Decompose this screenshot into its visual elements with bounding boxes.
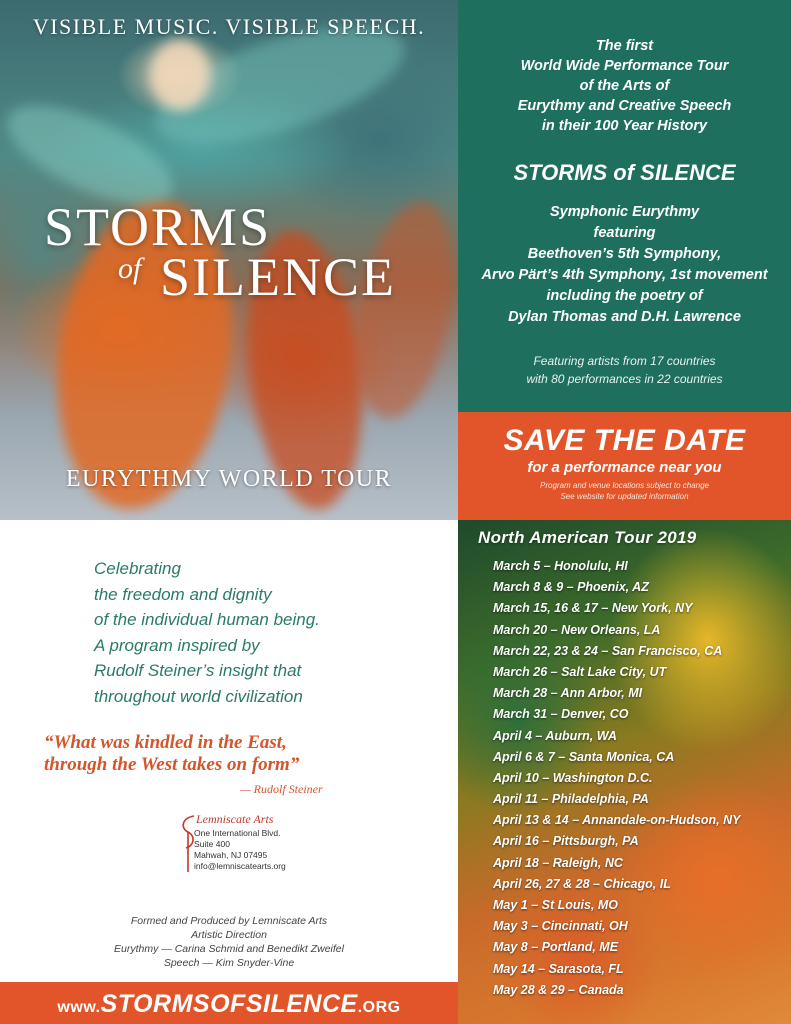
description-line: Eurythmy and Creative Speech xyxy=(517,98,732,114)
program-line: Dylan Thomas and D.H. Lawrence xyxy=(508,309,741,325)
production-credits xyxy=(0,914,458,970)
website-footer xyxy=(0,982,458,1024)
note-line: See website for updated information xyxy=(560,492,689,501)
program-details xyxy=(458,202,791,328)
schedule-item: March 28 – Ann Arbor, MI xyxy=(493,686,643,701)
schedule-item: May 8 – Portland, ME xyxy=(493,940,619,955)
tour-description xyxy=(458,36,791,136)
schedule-item: April 6 & 7 – Santa Monica, CA xyxy=(493,749,675,764)
info-panel xyxy=(458,0,791,412)
schedule-item: March 26 – Salt Lake City, UT xyxy=(493,664,667,679)
schedule-item: April 16 – Pittsburgh, PA xyxy=(493,834,639,849)
program-line: Symphonic Eurythmy xyxy=(549,204,700,220)
website-link[interactable] xyxy=(0,990,458,1019)
schedule-item: March 15, 16 & 17 – New York, NY xyxy=(493,601,693,616)
address-line: Mahwah, NJ 07495 xyxy=(194,850,268,860)
program-line: Arvo Pärt’s 4th Symphony, 1st movement xyxy=(481,267,768,283)
description-line: in their 100 Year History xyxy=(541,118,708,134)
logo-of: of xyxy=(118,252,142,285)
schedule-item: May 3 – Cincinnati, OH xyxy=(493,919,628,934)
program-title: STORMS of SILENCE xyxy=(513,160,736,185)
featuring-line: Featuring artists from 17 countries xyxy=(533,354,716,368)
schedule-item: April 18 – Raleigh, NC xyxy=(493,855,623,870)
email-link[interactable]: info@lemniscatearts.org xyxy=(194,861,286,871)
photo-headline: VISIBLE MUSIC. VISIBLE SPEECH. xyxy=(32,14,426,39)
address-line: Suite 400 xyxy=(194,839,230,849)
logo-silence: SILENCE xyxy=(160,247,396,307)
mission-line: of the individual human being. xyxy=(94,610,320,629)
address-line: One International Blvd. xyxy=(194,828,281,838)
lemniscate-name: Lemniscate Arts xyxy=(196,812,274,826)
schedule-item: March 20 – New Orleans, LA xyxy=(493,622,661,637)
logo-storms: STORMS xyxy=(44,197,272,257)
schedule-item: April 10 – Washington D.C. xyxy=(493,770,653,785)
schedule-item: April 13 & 14 – Annandale-on-Hudson, NY xyxy=(493,813,741,828)
mission-line: throughout world civilization xyxy=(94,686,303,706)
credit-line: Eurythmy — Carina Schmid and Benedikt Zweifel xyxy=(114,943,344,955)
tour-title: EURYTHMY WORLD TOUR xyxy=(65,466,393,492)
schedule-item: March 31 – Denver, CO xyxy=(493,707,629,722)
schedule-heading: North American Tour 2019 xyxy=(478,528,697,547)
quote-line: “What was kindled in the East, xyxy=(44,732,287,753)
photo-face xyxy=(150,40,210,110)
save-the-date-banner xyxy=(458,412,791,520)
program-line: featuring xyxy=(593,225,656,241)
schedule-item: March 22, 23 & 24 – San Francisco, CA xyxy=(493,643,723,658)
credit-line: Formed and Produced by Lemniscate Arts xyxy=(130,915,328,927)
mission-panel xyxy=(0,520,458,982)
mission-line: Celebrating xyxy=(94,559,181,578)
note-line: Program and venue locations subject to change xyxy=(540,481,709,490)
quote-line: through the West takes on form” xyxy=(44,754,300,775)
credit-line: Speech — Kim Snyder-Vine xyxy=(163,957,295,969)
program-line: Beethoven’s 5th Symphony, xyxy=(527,246,722,262)
mission-line: the freedom and dignity xyxy=(94,584,272,604)
quote-author: — Rudolf Steiner xyxy=(240,782,323,796)
mission-line: A program inspired by xyxy=(94,635,260,655)
lemniscate-address xyxy=(194,828,286,872)
steiner-quote xyxy=(44,732,299,776)
featuring-line: with 80 performances in 22 countries xyxy=(526,372,723,386)
description-line: World Wide Performance Tour xyxy=(520,58,729,74)
schedule-list xyxy=(493,556,741,1001)
schedule-item: May 14 – Sarasota, FL xyxy=(493,961,624,976)
save-the-date-title: SAVE THE DATE xyxy=(503,424,746,457)
credit-line: Artistic Direction xyxy=(191,929,267,941)
featuring-artists xyxy=(458,352,791,388)
mission-line: Rudolf Steiner’s insight that xyxy=(94,661,302,680)
hero-photo xyxy=(0,0,458,520)
description-line: of the Arts of xyxy=(579,78,670,94)
schedule-item: April 11 – Philadelphia, PA xyxy=(493,792,649,807)
schedule-item: May 28 & 29 – Canada xyxy=(493,982,624,997)
save-the-date-note xyxy=(458,480,791,502)
schedule-item: April 26, 27 & 28 – Chicago, IL xyxy=(493,876,671,891)
url-prefix: www. xyxy=(57,999,101,1016)
save-the-date-subtitle: for a performance near you xyxy=(527,459,722,476)
program-line: including the poetry of xyxy=(546,288,703,304)
schedule-item: April 4 – Auburn, WA xyxy=(493,728,617,743)
schedule-item: March 5 – Honolulu, HI xyxy=(493,559,628,573)
tour-schedule xyxy=(458,520,791,1024)
url-suffix: .ORG xyxy=(357,999,401,1016)
description-line: The first xyxy=(595,38,654,54)
url-domain: STORMSOFSILENCE xyxy=(100,990,358,1018)
schedule-item: May 1 – St Louis, MO xyxy=(493,898,619,912)
schedule-item: March 8 & 9 – Phoenix, AZ xyxy=(493,580,649,595)
mission-statement xyxy=(94,556,320,709)
